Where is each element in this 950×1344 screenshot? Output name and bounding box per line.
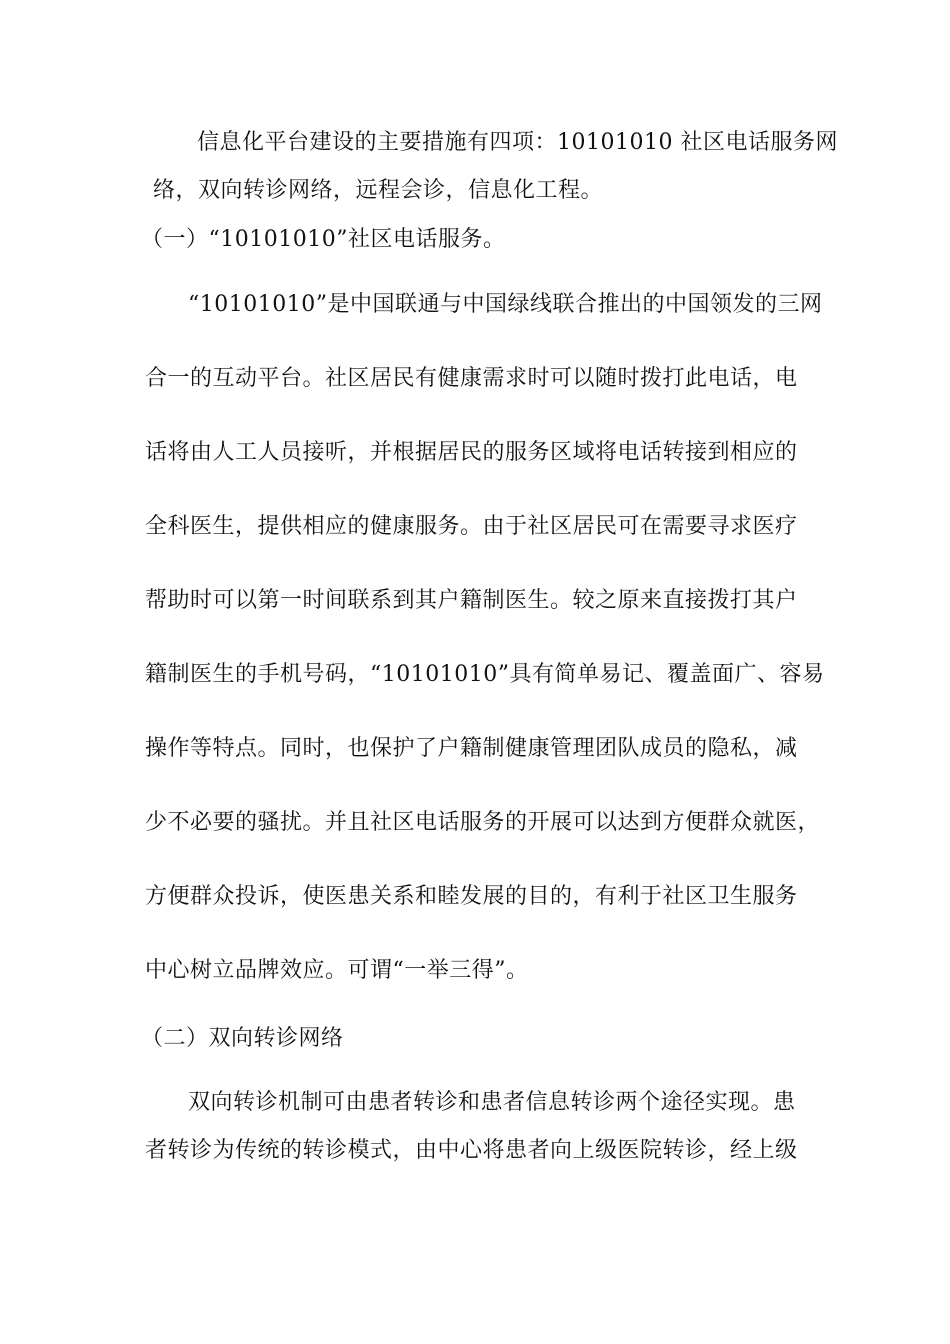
intro-line-1: 信息化平台建设的主要措施有四项：10101010 社区电话服务网 [197,130,838,155]
section1-line-3: 话将由人工人员接听，并根据居民的服务区域将电话转接到相应的 [145,440,798,465]
section1-line-6: 籍制医生的手机号码，“10101010”具有简单易记、覆盖面广、容易 [145,662,825,687]
section1-heading: （一）“10101010”社区电话服务。 [141,227,506,252]
section1-line-1: “10101010”是中国联通与中国绿线联合推出的中国领发的三网 [188,292,823,317]
intro-line-2: 络，双向转诊网络，远程会诊，信息化工程。 [153,178,604,203]
section1-line-10: 中心树立品牌效应。可谓“一举三得”。 [145,958,529,983]
section1-line-2: 合一的互动平台。社区居民有健康需求时可以随时拨打此电话，电 [145,366,798,391]
section1-line-4: 全科医生，提供相应的健康服务。由于社区居民可在需要寻求医疗 [145,514,798,539]
section2-line-2: 者转诊为传统的转诊模式，由中心将患者向上级医院转诊，经上级 [145,1138,798,1163]
section1-line-8: 少不必要的骚扰。并且社区电话服务的开展可以达到方便群众就医， [145,810,821,835]
section1-line-7: 操作等特点。同时，也保护了户籍制健康管理团队成员的隐私，减 [145,736,798,761]
section1-line-5: 帮助时可以第一时间联系到其户籍制医生。较之原来直接拨打其户 [145,588,798,613]
section1-line-9: 方便群众投诉，使医患关系和睦发展的目的，有利于社区卫生服务 [145,884,798,909]
section2-heading: （二）双向转诊网络 [141,1026,344,1051]
section2-line-1: 双向转诊机制可由患者转诊和患者信息转诊两个途径实现。患 [188,1090,796,1115]
